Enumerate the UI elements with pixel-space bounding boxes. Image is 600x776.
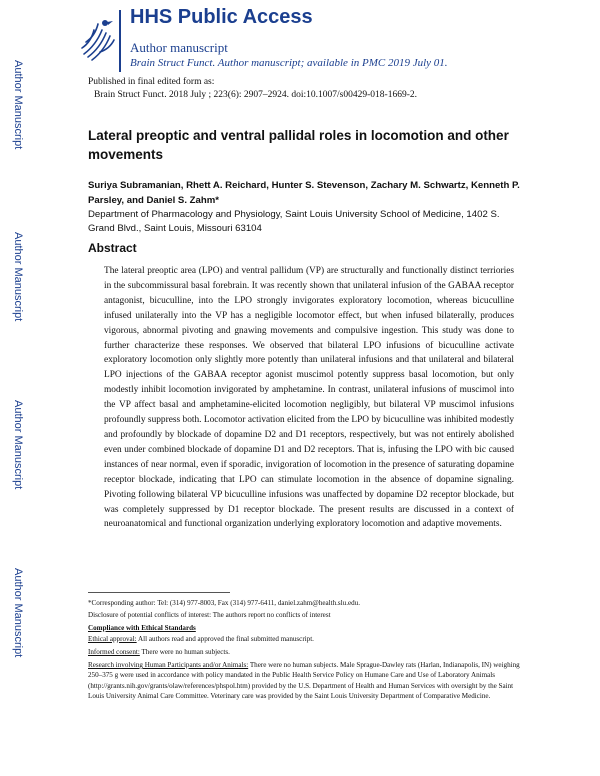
research-involving-text: There were no human subjects. Male Sprague-Dawley rats (Harlan, Indianapolis, IN) weighing 250–375 g were used in accordance with policy mandated in the Public Health Service Policy on Humane Care and Use of Laboratory Animals (http://grants.nih.gov/grants/olaw/references/phspol.htm) provided by the U.S. Department of Health and Human Services with oversight by the Saint Louis University Animal Care Committee. Veterinary care was provided by the Saint Louis University Department of Comparative Medicine. — [88, 661, 520, 701]
corresponding-author-note: *Corresponding author: Tel: (314) 977-8003, Fax (314) 977-6411, daniel.zahm@health.slu.edu. — [88, 599, 361, 607]
sidebar-author-manuscript-3: Author Manuscript — [12, 400, 24, 490]
informed-consent-text: There were no human subjects. — [139, 648, 230, 656]
compliance-heading: Compliance with Ethical Standards — [88, 624, 196, 632]
hhs-eagle-logo-icon — [78, 12, 118, 64]
research-involving-note — [88, 660, 520, 702]
affiliation: Department of Pharmacology and Physiology, Saint Louis University School of Medicine, 1402 S. Grand Blvd., Saint Louis, Missouri 63104 — [88, 209, 500, 234]
research-involving-label: Research involving Human Participants and/or Animals: — [88, 661, 249, 669]
ethical-approval-text: All authors read and approved the final submitted manuscript. — [136, 635, 314, 643]
author-manuscript-subtitle: Author manuscript — [130, 40, 228, 55]
informed-consent-label: Informed consent: — [88, 648, 140, 656]
sidebar-author-manuscript-1: Author Manuscript — [12, 60, 24, 150]
disclosure-note: Disclosure of potential conflicts of interest: The authors report no conflicts of interest — [88, 611, 331, 619]
hhs-public-access-title: HHS Public Access — [130, 6, 313, 28]
ethical-approval-note — [88, 634, 520, 644]
sidebar-author-manuscript-4: Author Manuscript — [12, 568, 24, 658]
paper-title: Lateral preoptic and ventral pallidal roles in locomotion and other movements — [88, 128, 509, 162]
published-label: Published in final edited form as: — [88, 77, 215, 87]
sidebar-author-manuscript-2: Author Manuscript — [12, 232, 24, 322]
abstract-heading: Abstract — [88, 241, 137, 255]
footnote-rule — [88, 592, 230, 593]
header-divider — [119, 10, 121, 72]
availability-line: Brain Struct Funct. Author manuscript; available in PMC 2019 July 01. — [130, 57, 448, 69]
author-list: Suriya Subramanian, Rhett A. Reichard, Hunter S. Stevenson, Zachary M. Schwartz, Kenneth P. Parsley, and Daniel S. Zahm* — [88, 180, 520, 206]
published-info — [88, 76, 417, 102]
hhs-header — [78, 6, 578, 70]
ethical-approval-label: Ethical approval: — [88, 635, 137, 643]
informed-consent-note — [88, 647, 520, 657]
abstract-body: The lateral preoptic area (LPO) and ventral pallidum (VP) are structurally and functionally distinct terriories in the subcommissural basal forebrain. It was recently shown that unilateral infusion of the GABAA receptor antagonist, bicuculline, into the LPO strongly invigorates exploratory locomotion, whereas bicuculline infused unilaterally into the VP has a negligible locomotor effect, but when infused bilaterally, produces vigorous, abnormal pivoting and gnawing movements and compulsive ingestion. This study was done to further characterize these responses. We observed that bilateral LPO infusions of bicuculline activate exploratory locomotion only slightly more potently than unilateral infusions and that unilateral and bilateral LPO injections of the GABAA receptor agonist muscimol potently suppress basal locomotion, but only modestly inhibit locomotion invigorated by amphetamine. In contrast, unilateral infusions of muscimol into the VP affect basal and amphetamine-elicited locomotion negligibly, but bilateral VP muscimol infusions profoundly suppress both. Locomotor activation elicited from the LPO by bicuculline was inhibited modestly and profoundly by blockade of dopamine D2 and D1 receptors, respectively, but was not entirely abolished even under combined blockade of dopamine D1 and D2 receptors. That is, infusing the LPO with bic caused instances of near normal, even if sporadic, invigoration of locomotion in the presence of saturating dopamine receptor blockade, indicating that LPO can stimulate locomotion in the absence of dopamine signaling. Pivoting following bilateral VP bicuculline infusions was unaffected by dopamine D2 receptor blockade, but was completely suppressed by D1 receptor blockade. The present results are discussed in a context of neuroanatomical and functional organization underlying exploratory locomotion and adaptive movements. — [104, 266, 514, 530]
published-citation: Brain Struct Funct. 2018 July ; 223(6): 2907–2924. doi:10.1007/s00429-018-1669-2. — [94, 90, 417, 100]
